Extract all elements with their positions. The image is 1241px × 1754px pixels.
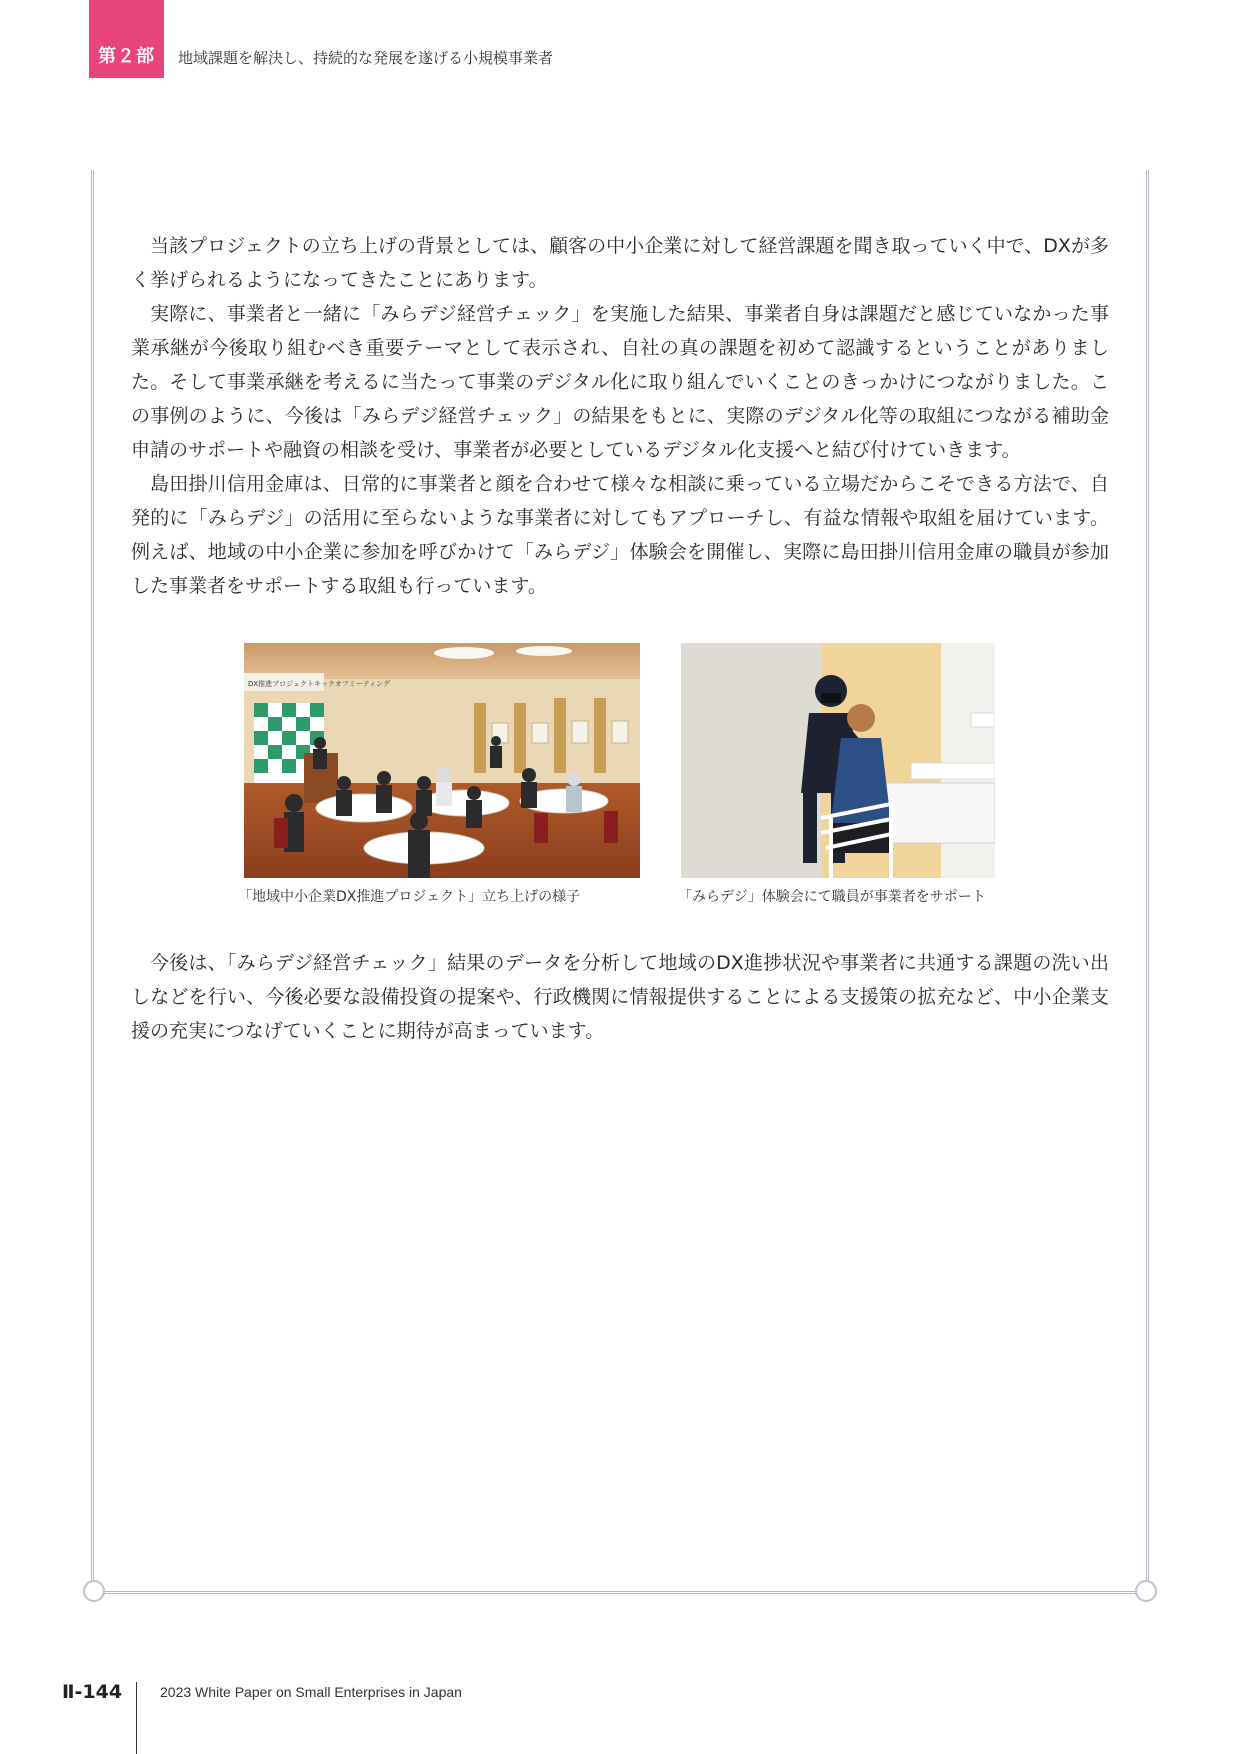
workshop-support-photo: [681, 643, 995, 878]
body-text: [131, 229, 1109, 603]
photo-figure-workshop: [678, 643, 995, 906]
footer-divider: [136, 1682, 137, 1754]
closing-text: [131, 946, 1109, 1048]
publication-title: 2023 White Paper on Small Enterprises in Japan: [160, 1684, 462, 1700]
frame-corner-ornament: [1135, 1580, 1157, 1602]
paragraph: 島田掛川信用金庫は、日常的に事業者と顔を合わせて様々な相談に乗っている立場だからこそできる方法で、自発的に「みらデジ」の活用に至らないような事業者に対してもアプローチし、有益な情報や取組を届けています。例えば、地域の中小企業に参加を呼びかけて「みらデジ」体験会を開催し、実際に島田掛川信用金庫の職員が参加した事業者をサポートする取組も行っています。: [131, 473, 1109, 597]
banner-text: DX推進プロジェクトキックオフミーティング: [248, 680, 390, 688]
paragraph: 実際に、事業者と一緒に「みらデジ経営チェック」を実施した結果、事業者自身は課題だと感じていなかった事業承継が今後取り組むべき重要テーマとして表示され、自社の真の課題を初めて認識するということがありました。そして事業承継を考えるに当たって事業のデジタル化に取り組んでいくことのきっかけにつながりました。この事例のように、今後は「みらデジ経営チェック」の結果をもとに、実際のデジタル化等の取組につながる補助金申請のサポートや融資の相談を受け、事業者が必要としているデジタル化支援へと結び付けていきます。: [131, 303, 1109, 461]
part-title: 地域課題を解決し、持続的な発展を遂げる小規模事業者: [178, 49, 554, 67]
paragraph: 今後は、「みらデジ経営チェック」結果のデータを分析して地域のDX進捗状況や事業者に共通する課題の洗い出しなどを行い、今後必要な設備投資の提案や、行政機関に情報提供することによる支援策の拡充など、中小企業支援の充実につなげていくことに期待が高まっています。: [131, 952, 1109, 1042]
kickoff-meeting-photo: [244, 643, 640, 878]
part-label-badge: 第２部: [89, 0, 164, 78]
photo-caption: 「みらデジ」体験会にて職員が事業者をサポート: [678, 889, 986, 905]
paragraph: 当該プロジェクトの立ち上げの背景としては、顧客の中小企業に対して経営課題を聞き取っていく中で、DXが多く挙げられるようになってきたことにあります。: [131, 235, 1109, 291]
photo-figure-kickoff: [238, 643, 640, 906]
page-number: Ⅱ-144: [62, 1681, 123, 1703]
workshop-support-illustration: [681, 643, 995, 878]
photo-row: [0, 643, 1241, 903]
kickoff-meeting-illustration: [244, 643, 640, 878]
photo-caption: 「地域中小企業DX推進プロジェクト」立ち上げの様子: [238, 889, 581, 905]
frame-corner-ornament: [83, 1580, 105, 1602]
